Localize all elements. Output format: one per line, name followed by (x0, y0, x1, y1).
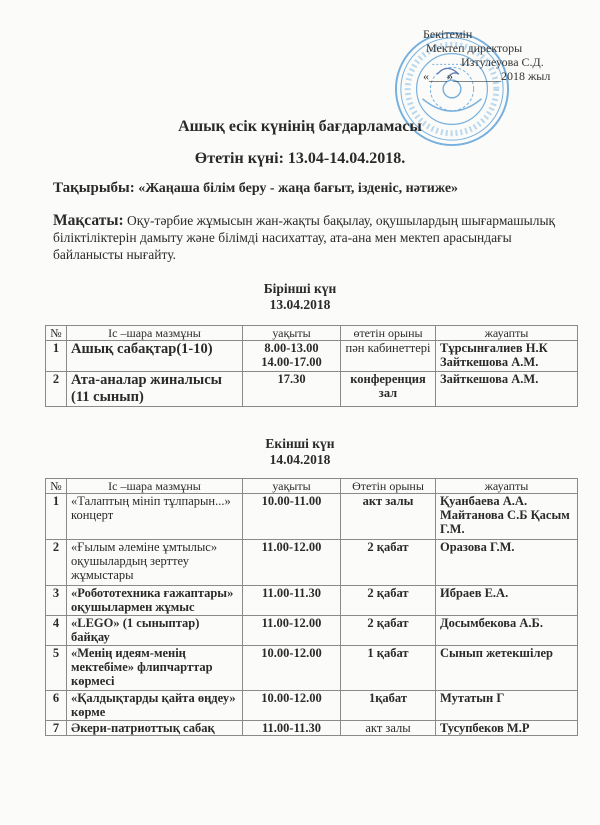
header-place: Өтетін орыны (341, 479, 436, 494)
row-number: 5 (46, 646, 67, 691)
approval-line-2: Мектеп директоры (426, 41, 523, 55)
day1-schedule-table (45, 325, 578, 407)
table-row (46, 494, 578, 540)
row-place: конференция зал (341, 372, 436, 407)
header-number: № (46, 479, 67, 494)
table-header-row (46, 326, 578, 341)
row-place: 2 қабат (341, 540, 436, 586)
row-event: «Ғылым әлеміне ұмтылыс» оқушылардың зерттеу жұмыстары (67, 540, 243, 586)
row-number: 7 (46, 721, 67, 736)
row-time: 11.00-11.30 (243, 586, 341, 616)
row-time: 10.00-11.00 (243, 494, 341, 540)
goal-value: Оқу-тәрбие жұмысын жан-жақты бақылау, оқушылардың шығармашылық біліктіліктерін дамыту және білімді насихаттау, ата-ана мен мектеп арасындағы байланысты нығайту. (53, 213, 556, 262)
header-event: Іс –шара мазмұны (67, 479, 243, 494)
row-number: 4 (46, 616, 67, 646)
row-event: «LEGO» (1 сыныптар) байқау (67, 616, 243, 646)
topic-label: Тақырыбы: (53, 180, 135, 196)
row-place: 1 қабат (341, 646, 436, 691)
approval-director-name: Изтулеуова С.Д. (461, 55, 544, 69)
row-place: 1қабат (341, 691, 436, 721)
header-place: өтетін орыны (341, 326, 436, 341)
header-event: Іс –шара мазмұны (67, 326, 243, 341)
event-date-line: Өтетін күні: 13.04-14.04.2018. (194, 150, 406, 167)
goal-paragraph (53, 212, 573, 263)
row-time: 11.00-12.00 (243, 616, 341, 646)
table-row (46, 691, 578, 721)
header-time: уақыты (243, 326, 341, 341)
row-responsible: Оразова Г.М. (436, 540, 578, 586)
row-responsible: Ибраев Е.А. (436, 586, 578, 616)
row-responsible: Зайткешова А.М. (436, 372, 578, 407)
day2-schedule-table (45, 478, 578, 736)
row-number: 1 (46, 494, 67, 540)
row-responsible: Сынып жетекшілер (436, 646, 578, 691)
row-place: акт залы (341, 494, 436, 540)
topic-line (53, 180, 458, 197)
row-time: 11.00-12.00 (243, 540, 341, 586)
row-event: «Робототехника ғажаптары» оқушылармен жұмыс (67, 586, 243, 616)
row-time: 17.30 (243, 372, 341, 407)
row-place: пән кабинеттері (341, 341, 436, 372)
document-title: Ашық есік күнінің бағдарламасы (178, 118, 422, 135)
row-responsible: Мутатын Г (436, 691, 578, 721)
table-row (46, 616, 578, 646)
topic-value: «Жаңаша білім беру - жаңа бағыт, ізденіс, нәтиже» (138, 181, 459, 196)
row-event: «Талаптың мініп тұлпарын...» концерт (67, 494, 243, 540)
row-responsible: Қуанбаева А.А. Майтанова С.Б Қасым Г.М. (436, 494, 578, 540)
day2-heading-block (0, 436, 600, 468)
row-place: 2 қабат (341, 586, 436, 616)
table-header-row (46, 479, 578, 494)
day1-heading: Бірінші күн (263, 281, 337, 296)
row-event: «Менің идеям-менің мектебіме» флипчарттар көрмесі (67, 646, 243, 691)
day1-heading-block (0, 281, 600, 313)
header-number: № (46, 326, 67, 341)
day2-heading: Екінші күн (265, 436, 335, 451)
header-time: уақыты (243, 479, 341, 494)
row-place: 2 қабат (341, 616, 436, 646)
table-row (46, 341, 578, 372)
row-time: 10.00-12.00 (243, 646, 341, 691)
row-event: «Қалдықтарды қайта өңдеу» көрме (67, 691, 243, 721)
table-row (46, 586, 578, 616)
row-responsible: Тұрсынғалиев Н.К Зайткешова А.М. (436, 341, 578, 372)
day1-date: 13.04.2018 (269, 297, 331, 312)
table-row (46, 646, 578, 691)
row-number: 3 (46, 586, 67, 616)
row-event: Әкери-патриоттық сабақ (67, 721, 243, 736)
table-row (46, 721, 578, 736)
row-responsible: Досымбекова А.Б. (436, 616, 578, 646)
row-time: 8.00-13.00 14.00-17.00 (243, 341, 341, 372)
row-place: акт залы (341, 721, 436, 736)
header-responsible: жауапты (436, 479, 578, 494)
row-number: 6 (46, 691, 67, 721)
row-number: 2 (46, 540, 67, 586)
approval-block (423, 27, 550, 83)
approval-date-line: «___»________2018 жыл (423, 69, 551, 83)
row-event: Ата-аналар жиналысы (11 сынып) (67, 372, 243, 407)
row-time: 10.00-12.00 (243, 691, 341, 721)
table-row (46, 540, 578, 586)
day2-date: 14.04.2018 (269, 452, 331, 467)
goal-label: Мақсаты: (53, 212, 124, 229)
row-number: 1 (46, 341, 67, 372)
row-responsible: Тусупбеков М.Р (436, 721, 578, 736)
row-event: Ашық сабақтар(1-10) (67, 341, 243, 372)
header-responsible: жауапты (436, 326, 578, 341)
row-time: 11.00-11.30 (243, 721, 341, 736)
table-row (46, 372, 578, 407)
approval-line-1: Бекітемін (423, 27, 473, 41)
row-number: 2 (46, 372, 67, 407)
